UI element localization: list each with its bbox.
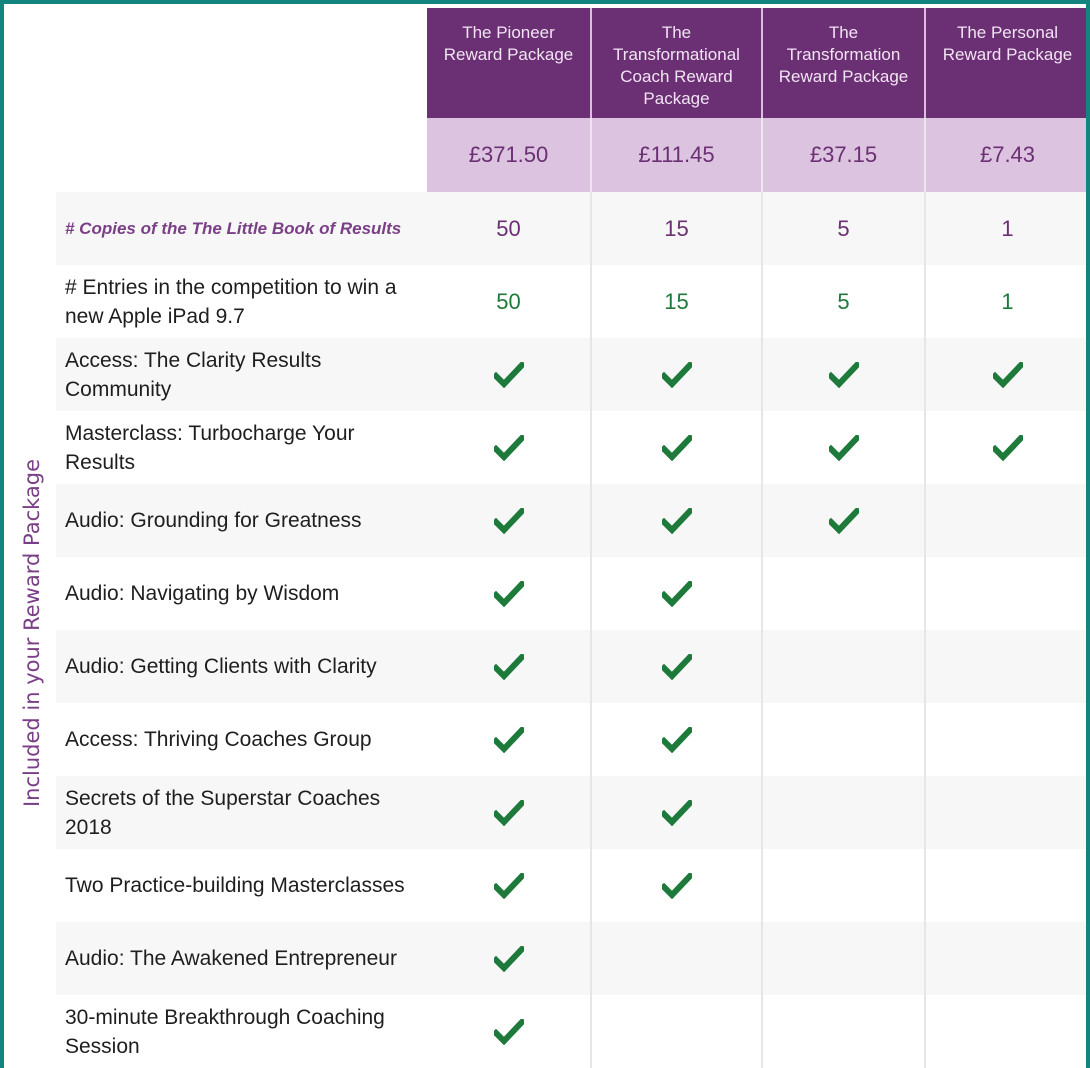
row-value-cell: 15 (590, 265, 761, 338)
row-label: Audio: Grounding for Greatness (56, 484, 427, 557)
side-label: Included in your Reward Package (20, 458, 44, 808)
package-header-3: The Transformation Reward Package (761, 8, 924, 118)
row-value-cell (427, 776, 590, 849)
row-value-cell (761, 703, 924, 776)
row-value-cell (924, 411, 1089, 484)
row-value-cell (427, 484, 590, 557)
row-value-cell (427, 849, 590, 922)
row-value-cell (924, 703, 1089, 776)
row-label: Secrets of the Superstar Coaches 2018 (56, 776, 427, 849)
row-value-cell (761, 484, 924, 557)
row-value-cell (427, 995, 590, 1068)
checkmark-icon (662, 873, 692, 899)
row-label: Audio: Getting Clients with Clarity (56, 630, 427, 703)
row-value-cell (924, 849, 1089, 922)
checkmark-icon (494, 435, 524, 461)
row-label: Two Practice-building Masterclasses (56, 849, 427, 922)
checkmark-icon (662, 435, 692, 461)
checkmark-icon (993, 362, 1023, 388)
row-value-cell: 1 (924, 192, 1089, 265)
header-corner (56, 8, 427, 118)
checkmark-icon (993, 435, 1023, 461)
row-value-cell (590, 703, 761, 776)
row-value-cell (761, 849, 924, 922)
package-price-3: £37.15 (761, 118, 924, 192)
row-label: Access: Thriving Coaches Group (56, 703, 427, 776)
row-value-cell (590, 849, 761, 922)
row-value-cell: 15 (590, 192, 761, 265)
checkmark-icon (494, 946, 524, 972)
row-value-cell (761, 776, 924, 849)
row-value-cell (590, 338, 761, 411)
row-value-cell (427, 703, 590, 776)
row-value-cell (761, 922, 924, 995)
row-value-cell: 50 (427, 265, 590, 338)
checkmark-icon (662, 508, 692, 534)
row-value-cell (761, 338, 924, 411)
row-value-cell (924, 995, 1089, 1068)
row-value-cell (590, 411, 761, 484)
row-label: Masterclass: Turbocharge Your Results (56, 411, 427, 484)
checkmark-icon (662, 727, 692, 753)
row-label: Access: The Clarity Results Community (56, 338, 427, 411)
row-value-cell (427, 338, 590, 411)
checkmark-icon (494, 873, 524, 899)
row-value-cell (427, 411, 590, 484)
row-value-cell: 5 (761, 192, 924, 265)
checkmark-icon (829, 435, 859, 461)
package-header-2: The Transformational Coach Reward Package (590, 8, 761, 118)
row-value-cell (590, 630, 761, 703)
checkmark-icon (829, 362, 859, 388)
row-value-cell (590, 557, 761, 630)
checkmark-icon (494, 727, 524, 753)
row-value-cell (590, 484, 761, 557)
row-value-cell (761, 557, 924, 630)
checkmark-icon (494, 800, 524, 826)
row-value-cell (590, 995, 761, 1068)
row-value-cell (761, 630, 924, 703)
checkmark-icon (494, 581, 524, 607)
row-label: Audio: Navigating by Wisdom (56, 557, 427, 630)
reward-comparison-table (56, 8, 1089, 1068)
row-label: # Entries in the competition to win a new Apple iPad 9.7 (56, 265, 427, 338)
package-price-4: £7.43 (924, 118, 1089, 192)
package-header-1: The Pioneer Reward Package (427, 8, 590, 118)
row-value-cell (590, 922, 761, 995)
package-price-2: £111.45 (590, 118, 761, 192)
price-corner (56, 118, 427, 192)
checkmark-icon (494, 654, 524, 680)
row-value-cell (427, 922, 590, 995)
row-value-cell (924, 776, 1089, 849)
row-label: # Copies of the The Little Book of Results (56, 192, 427, 265)
package-price-1: £371.50 (427, 118, 590, 192)
row-value-cell (924, 557, 1089, 630)
checkmark-icon (662, 581, 692, 607)
row-label: 30-minute Breakthrough Coaching Session (56, 995, 427, 1068)
checkmark-icon (662, 800, 692, 826)
row-value-cell (590, 776, 761, 849)
row-value-cell (427, 557, 590, 630)
row-value-cell (924, 922, 1089, 995)
checkmark-icon (829, 508, 859, 534)
package-header-4: The Personal Reward Package (924, 8, 1089, 118)
row-value-cell: 1 (924, 265, 1089, 338)
row-value-cell (924, 484, 1089, 557)
checkmark-icon (494, 362, 524, 388)
row-value-cell (924, 338, 1089, 411)
row-value-cell (427, 630, 590, 703)
side-label-container (8, 194, 56, 1068)
row-value-cell (761, 995, 924, 1068)
row-value-cell: 5 (761, 265, 924, 338)
row-value-cell: 50 (427, 192, 590, 265)
checkmark-icon (662, 362, 692, 388)
row-label: Audio: The Awakened Entrepreneur (56, 922, 427, 995)
row-value-cell (924, 630, 1089, 703)
checkmark-icon (662, 654, 692, 680)
checkmark-icon (494, 508, 524, 534)
checkmark-icon (494, 1019, 524, 1045)
row-value-cell (761, 411, 924, 484)
